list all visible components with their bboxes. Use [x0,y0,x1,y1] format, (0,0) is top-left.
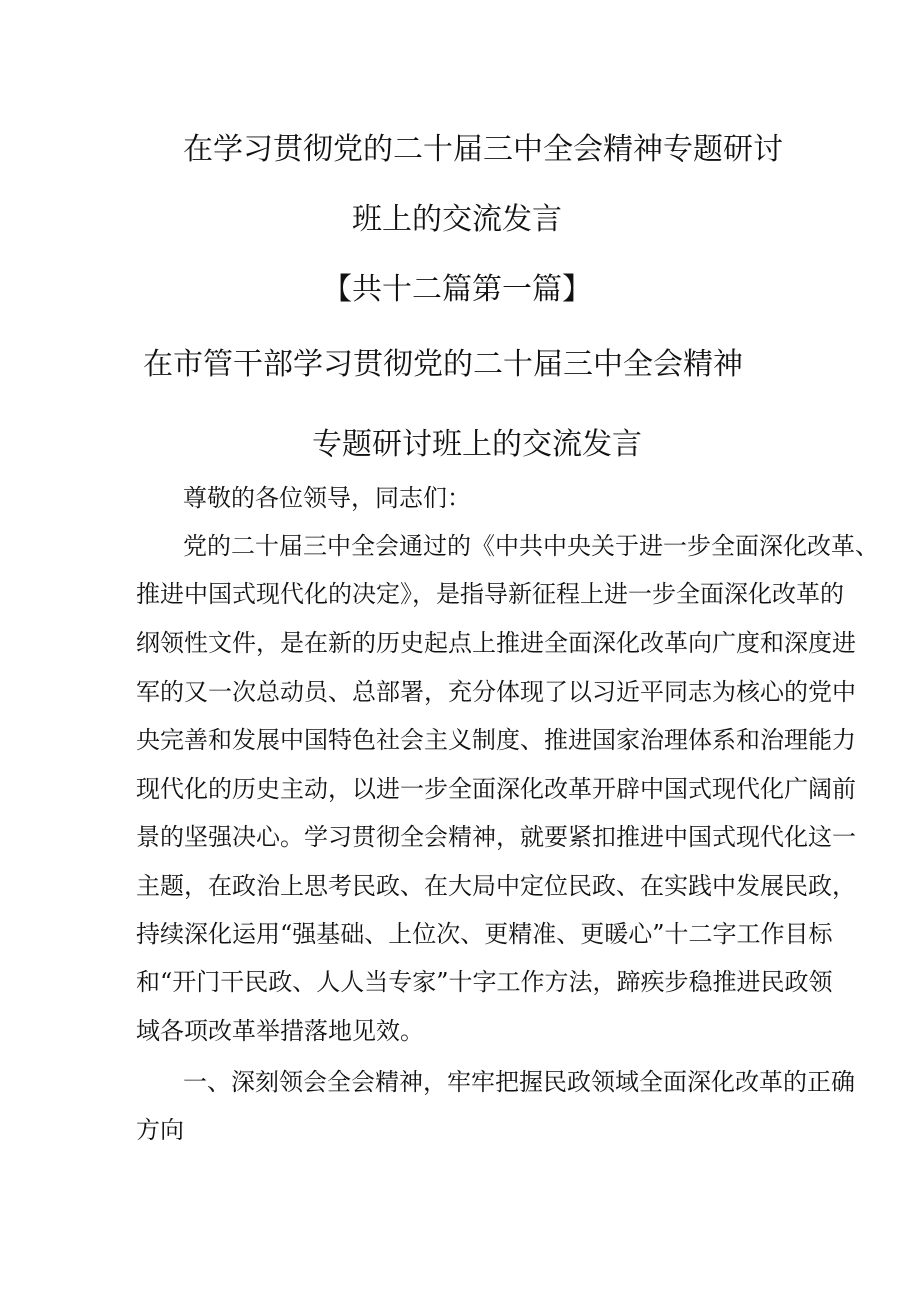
paragraph-line: 军的又一次总动员、总部署，充分体现了以习近平同志为核心的党中 [136,678,856,706]
series-label: 【共十二篇第一篇】 [322,272,592,307]
paragraph-line: 持续深化运用“强基础、上位次、更精准、更暖心”十二字工作目标 [136,920,833,948]
salutation: 尊敬的各位领导，同志们： [183,484,471,512]
section-heading-line: 一、深刻领会全会精神，牢牢把握民政领域全面深化改革的正确 [183,1068,855,1096]
paragraph-line: 和“开门干民政、人人当专家”十字工作方法，蹄疾步稳推进民政领 [136,968,833,996]
paragraph-line: 党的二十届三中全会通过的《中共中央关于进一步全面深化改革、 [183,532,879,560]
subtitle-line-2: 专题研讨班上的交流发言 [312,427,642,462]
paragraph-line: 主题，在政治上思考民政、在大局中定位民政、在实践中发展民政， [136,872,856,900]
paragraph-line: 央完善和发展中国特色社会主义制度、推进国家治理体系和治理能力 [136,726,856,754]
section-heading-line: 方向 [136,1116,184,1144]
paragraph-line: 推进中国式现代化的决定》，是指导新征程上进一步全面深化改革的 [136,580,844,608]
document-title-line-2: 班上的交流发言 [352,202,562,237]
paragraph-line: 纲领性文件，是在新的历史起点上推进全面深化改革向广度和深度进 [136,629,856,657]
document-title-line-1: 在学习贯彻党的二十届三中全会精神专题研讨 [183,132,783,167]
paragraph-line: 景的坚强决心。学习贯彻全会精神，就要紧扣推进中国式现代化这一 [136,823,856,851]
paragraph-line: 域各项改革举措落地见效。 [136,1017,424,1045]
subtitle-line-1: 在市管干部学习贯彻党的二十届三中全会精神 [143,347,743,382]
paragraph-line: 现代化的历史主动，以进一步全面深化改革开辟中国式现代化广阔前 [136,775,856,803]
